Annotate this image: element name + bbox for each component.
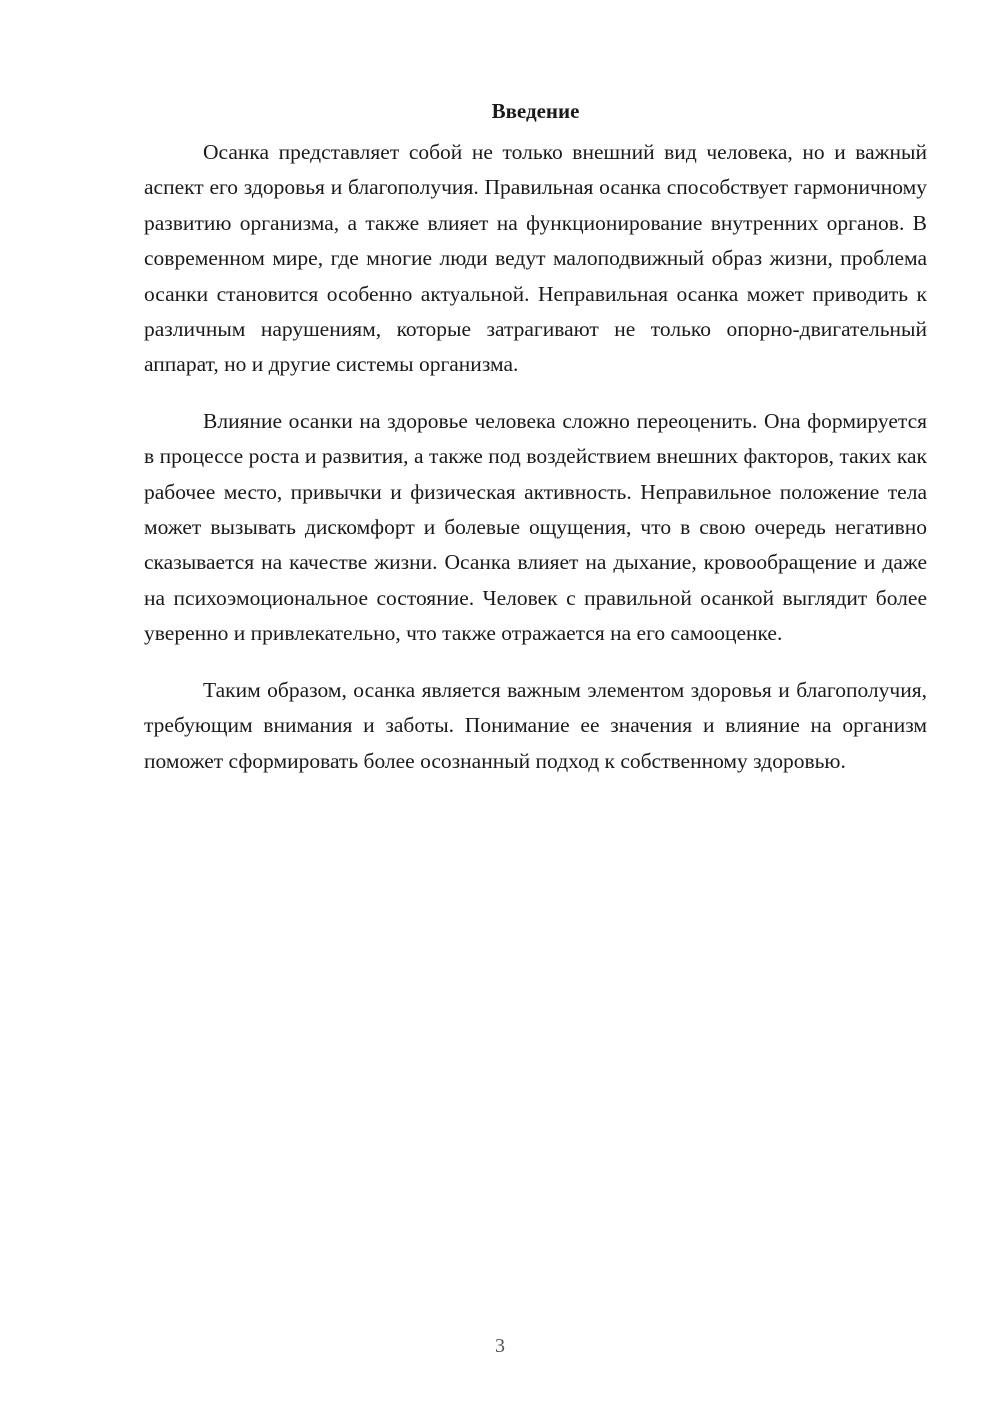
paragraph-2: Влияние осанки на здоровье человека сложно переоценить. Она формируется в процессе роста и развития, а также под воздействием внешних факторов, таких как рабочее место, привычки и физическая активность. Неправильное положение тела может вызывать дискомфорт и болевые ощущения, что в свою очередь негативно сказывается на качестве жизни. Осанка влияет на дыхание, кровообращение и даже на психоэмоциональное состояние. Человек с правильной осанкой выглядит более уверенно и привлекательно, что также отражается на его самооценке. bbox=[144, 408, 927, 646]
page-number: 3 bbox=[495, 1335, 505, 1357]
section-heading: Введение bbox=[491, 99, 580, 123]
paragraph-1: Осанка представляет собой не только внешний вид человека, но и важный аспект его здоровья и благополучия. Правильная осанка способствует гармоничному развитию организма, а также влияет на функционирование внутренних органов. В современном мире, где многие люди ведут малоподвижный образ жизни, проблема осанки становится особенно актуальной. Неправильная осанка может приводить к различным нарушениям, которые затрагивают не только опорно-двигательный аппарат, но и другие системы организма. bbox=[144, 140, 927, 377]
paragraph-3: Таким образом, осанка является важным элементом здоровья и благополучия, требующим внимания и заботы. Понимание ее значения и влияние на организм поможет сформировать более осознанный подход к собственному здоровью. bbox=[144, 677, 927, 773]
page-content bbox=[144, 96, 927, 800]
